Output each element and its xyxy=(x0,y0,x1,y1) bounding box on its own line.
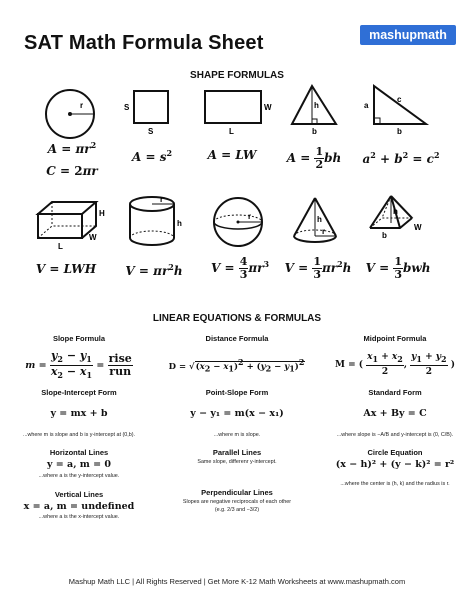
prism-volume-formula: V = LWH xyxy=(35,262,97,276)
label-c: c xyxy=(397,95,402,104)
point-slope-formula: y − y₁ = m(x − x₁) xyxy=(190,408,284,419)
cone-volume-formula: V = $\frac{1}{3}$ $\pi r^2h$ xyxy=(284,255,352,281)
cylinder-volume-formula: $V = \pi r^2h$ xyxy=(125,262,183,278)
vertical-lines-title: Vertical Lines xyxy=(54,490,104,499)
slope-formula: m = $\frac{y_2 - y_1}{x_2 - x_1}$ = $\frac{\text{rise}}{\text{run}}$ xyxy=(25,349,132,381)
label-h-pyr: h xyxy=(393,207,398,216)
mashup-math-logo: mashupmath xyxy=(360,25,456,45)
circle-equation-formula: (x − h)² + (y − k)² = r² xyxy=(335,459,455,470)
perpendicular-lines-note: Slopes are negative reciprocals of each other xyxy=(182,499,292,505)
square-area-formula: $A = s^2$ xyxy=(131,148,173,164)
footer-text: Mashup Math LLC | All Rights Reserved | Get More K-12 Math Worksheets at www.mashupmath.com xyxy=(68,577,406,586)
vertical-lines-formula: x = a, m = undefined xyxy=(23,501,135,512)
label-h-cone: h xyxy=(317,215,322,224)
rectangular-prism-diagram xyxy=(32,196,108,252)
label-r: r xyxy=(80,101,84,110)
circle-diagram xyxy=(42,86,98,142)
label-s-side: S xyxy=(124,103,130,112)
square-diagram xyxy=(122,86,178,136)
parallel-lines-title: Parallel Lines xyxy=(212,448,262,457)
cylinder-diagram xyxy=(124,194,188,252)
right-triangle-diagram xyxy=(360,80,440,136)
label-W: W xyxy=(89,233,97,242)
pyramid-diagram xyxy=(362,192,430,252)
label-s-bottom: S xyxy=(148,127,154,136)
label-h-cyl: h xyxy=(177,219,182,228)
page-title: SAT Math Formula Sheet xyxy=(24,32,264,54)
linear-equations-title: LINEAR EQUATIONS & FORMULAS xyxy=(152,313,322,324)
label-r-cyl: r xyxy=(160,195,164,204)
midpoint-formula-title: Midpoint Formula xyxy=(363,334,427,343)
point-slope-title: Point-Slope Form xyxy=(205,388,269,397)
perpendicular-lines-title: Perpendicular Lines xyxy=(201,488,273,497)
label-H: H xyxy=(99,209,105,218)
label-b2: b xyxy=(397,127,402,136)
parallel-lines-note: Same slope, differenr y-intercept. xyxy=(197,459,277,465)
midpoint-formula: M = ( $\frac{x1 + x2}{2}$ , $\frac{y1 + y2}{2}$ ) xyxy=(334,352,455,377)
pyramid-volume-formula: V = $\frac{1}{3}$ bwh xyxy=(365,255,431,281)
standard-form-formula: Ax + By = C xyxy=(363,408,427,419)
slope-intercept-note: ...where m is slope and b is y-intercept at (0,b). xyxy=(22,432,136,438)
label-r-sphere: r xyxy=(248,212,252,221)
shape-formulas-title: SHAPE FORMULAS xyxy=(190,70,284,81)
sphere-volume-formula: V = $\frac{4}{3}$ $\pi r^3$ xyxy=(210,255,270,281)
label-w: W xyxy=(264,103,272,112)
standard-form-note: ...where slope is −A/B and y-intercept is (0, C/B). xyxy=(336,432,454,438)
circle-equation-title: Circle Equation xyxy=(367,448,423,457)
label-h: h xyxy=(314,101,319,110)
label-w-pyr: W xyxy=(414,223,422,232)
label-l: L xyxy=(229,127,234,136)
rectangle-diagram xyxy=(202,86,274,136)
pythagorean-formula: $a^2 + b^2 = c^2$ xyxy=(362,150,440,166)
label-b-pyr: b xyxy=(382,231,387,240)
triangle-area-formula: A = $\frac{1}{2}$ bh xyxy=(286,145,342,171)
circle-area-formula: $A = \pi r^2$ xyxy=(47,140,97,156)
label-a: a xyxy=(364,101,369,110)
label-b: b xyxy=(312,127,317,136)
rectangle-area-formula: A = LW xyxy=(207,148,257,162)
distance-formula-title: Distance Formula xyxy=(205,334,269,343)
slope-intercept-title: Slope-Intercept Form xyxy=(41,388,117,397)
slope-intercept-formula: y = mx + b xyxy=(50,408,108,419)
label-r-cone: r xyxy=(322,227,326,236)
distance-formula: D = √(x2 − x1)2 + (y2 − y1)2 xyxy=(168,357,305,374)
horizontal-lines-formula: y = a, m = 0 xyxy=(46,459,112,470)
sphere-diagram xyxy=(210,194,268,252)
circle-equation-note: ...where the center is (h, k) and the radius is r. xyxy=(340,481,450,487)
slope-formula-title: Slope Formula xyxy=(52,334,106,343)
label-L: L xyxy=(58,242,63,251)
horizontal-lines-title: Horizontal Lines xyxy=(49,448,109,457)
perpendicular-lines-example: (e.g. 2/3 and −3/2) xyxy=(214,507,260,513)
circle-circumference-formula: C = 2πr xyxy=(46,164,98,178)
cone-diagram xyxy=(288,194,344,252)
horizontal-lines-note: ...where a is the y-intercept value. xyxy=(38,473,120,479)
point-slope-note: ...where m is slope. xyxy=(213,432,261,438)
standard-form-title: Standard Form xyxy=(368,388,422,397)
triangle-diagram xyxy=(286,82,342,136)
vertical-lines-note: ...where a is the x-intercept value. xyxy=(38,514,120,520)
